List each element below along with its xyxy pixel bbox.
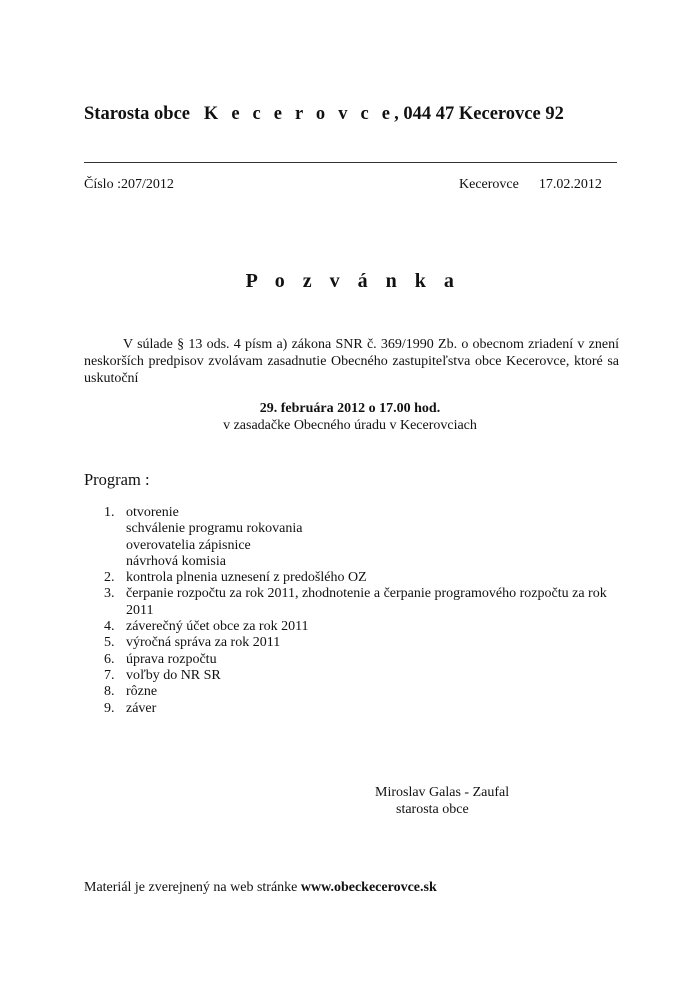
letterhead-prefix: Starosta obce (84, 104, 191, 124)
header-divider (84, 162, 617, 163)
agenda-item-text: schválenie programu rokovania (126, 521, 303, 537)
agenda-item-number: 2. (104, 570, 115, 586)
agenda-item-text: overovatelia zápisnice (126, 537, 251, 553)
agenda-item (104, 635, 624, 651)
agenda-item (104, 586, 624, 619)
signatory-name: Miroslav Galas - Zaufal (375, 785, 510, 800)
footer-text: Materiál je zverejnený na web stránke (84, 880, 301, 895)
website-link[interactable]: www.obeckecerovce.sk (300, 880, 437, 895)
agenda-item (104, 619, 624, 635)
meeting-details (0, 400, 700, 434)
meeting-datetime: 29. februára 2012 o 17.00 hod. (259, 401, 441, 416)
agenda-item-number: 6. (104, 651, 115, 667)
agenda-item-text: otvorenie (126, 505, 179, 520)
agenda-item-number: 7. (104, 667, 115, 683)
letterhead-title (84, 104, 564, 125)
agenda-item-text: voľby do NR SR (126, 667, 221, 683)
agenda-item-text: rôzne (126, 684, 158, 700)
agenda-item (104, 652, 624, 668)
agenda-item (104, 570, 624, 586)
date: 17.02.2012 (538, 177, 602, 192)
agenda-item-text: kontrola plnenia uznesení z predošlého OZ (126, 570, 367, 586)
agenda-item-text: čerpanie rozpočtu za rok 2011, zhodnotenie a čerpanie programového rozpočtu za rok 2011 (126, 586, 607, 618)
agenda-item-text: výročná správa za rok 2011 (126, 635, 281, 651)
agenda-item-number: 4. (104, 619, 115, 635)
agenda-item-number: 9. (104, 700, 115, 716)
agenda-item-number: 3. (104, 586, 115, 602)
letterhead-address: , 044 47 Kecerovce 92 (394, 104, 564, 124)
agenda-item (104, 701, 624, 717)
agenda-item (104, 684, 624, 700)
intro-text: V súlade § 13 ods. 4 písm a) zákona SNR č. 369/1990 Zb. o obecnom zriadení v znení neskorších predpisov zvolávam zasadnutie Obecného zastupiteľstva obce Kecerovce, ktoré sa uskutoční (84, 337, 619, 386)
place: Kecerovce (459, 177, 519, 192)
agenda-item-text: návrhová komisia (126, 553, 226, 569)
meeting-location: v zasadačke Obecného úradu v Kecerovciach (223, 418, 477, 433)
agenda-item-number: 1. (104, 505, 115, 520)
signature-block (375, 784, 509, 818)
agenda-item (104, 668, 624, 684)
agenda-item-text: úprava rozpočtu (126, 651, 217, 667)
document-title: P o z v á n k a (245, 270, 461, 292)
agenda-item-number: 8. (104, 684, 115, 700)
agenda-item-text: záverečný účet obce za rok 2011 (126, 619, 309, 635)
reference-number: Číslo :207/2012 (84, 177, 174, 192)
agenda-item-text: záver (126, 700, 157, 716)
letterhead-town: K e c e r o v c e (203, 104, 395, 124)
intro-paragraph (84, 336, 619, 387)
place-date (459, 177, 602, 193)
agenda-item-number: 5. (104, 635, 115, 651)
signatory-role: starosta obce (396, 802, 469, 817)
agenda-item (104, 505, 624, 570)
agenda-list (104, 505, 624, 717)
program-heading: Program : (84, 470, 150, 489)
footer-note (84, 880, 437, 896)
